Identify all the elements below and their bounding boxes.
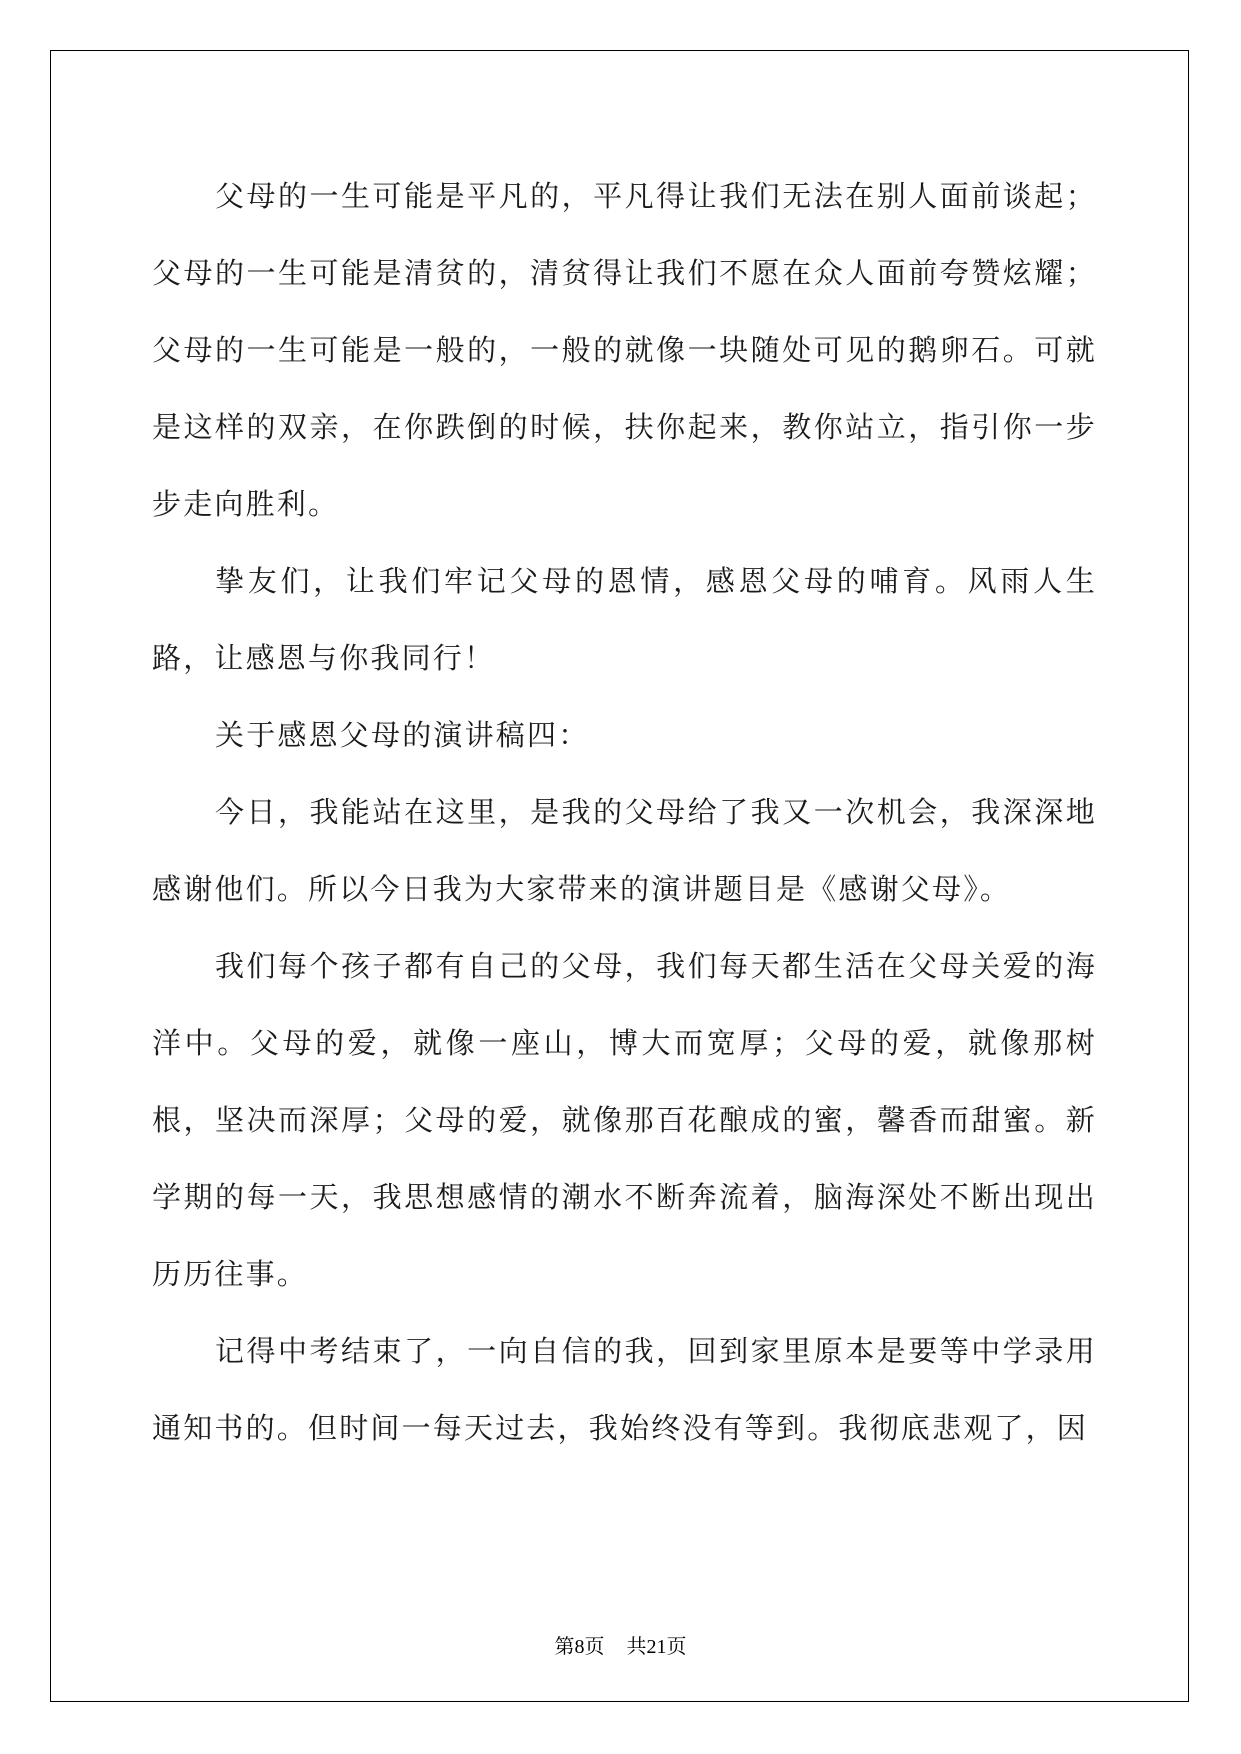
- paragraph-4: 今日，我能站在这里，是我的父母给了我又一次机会，我深深地感谢他们。所以今日我为大家带来的演讲题目是《感谢父母》。: [152, 795, 1097, 906]
- page-number: 第8页: [554, 1636, 605, 1658]
- paragraph-1: 父母的一生可能是平凡的，平凡得让我们无法在别人面前谈起；父母的一生可能是清贫的，清贫得让我们不愿在众人面前夸赞炫耀；父母的一生可能是一般的，一般的就像一块随处可见的鹅卵石。可就是这样的双亲，在你跌倒的时候，扶你起来，教你站立，指引你一步步走向胜利。: [152, 179, 1097, 521]
- paragraph-2: 挚友们，让我们牢记父母的恩情，感恩父母的哺育。风雨人生路，让感恩与你我同行！: [152, 564, 1097, 675]
- page-total: 共21页: [626, 1636, 687, 1658]
- paragraph-5: 我们每个孩子都有自己的父母，我们每天都生活在父母关爱的海洋中。父母的爱，就像一座山，博大而宽厚；父母的爱，就像那树根，坚决而深厚；父母的爱，就像那百花酿成的蜜，馨香而甜蜜。新学期的每一天，我思想感情的潮水不断奔流着，脑海深处不断出现出历历往事。: [152, 949, 1097, 1291]
- paragraph-6: 记得中考结束了，一向自信的我，回到家里原本是要等中学录用通知书的。但时间一每天过去，我始终没有等到。我彻底悲观了，因: [152, 1334, 1097, 1445]
- document-body: [152, 158, 1097, 1467]
- section-heading: 关于感恩父母的演讲稿四：: [215, 718, 590, 752]
- page-footer: [0, 1630, 1241, 1659]
